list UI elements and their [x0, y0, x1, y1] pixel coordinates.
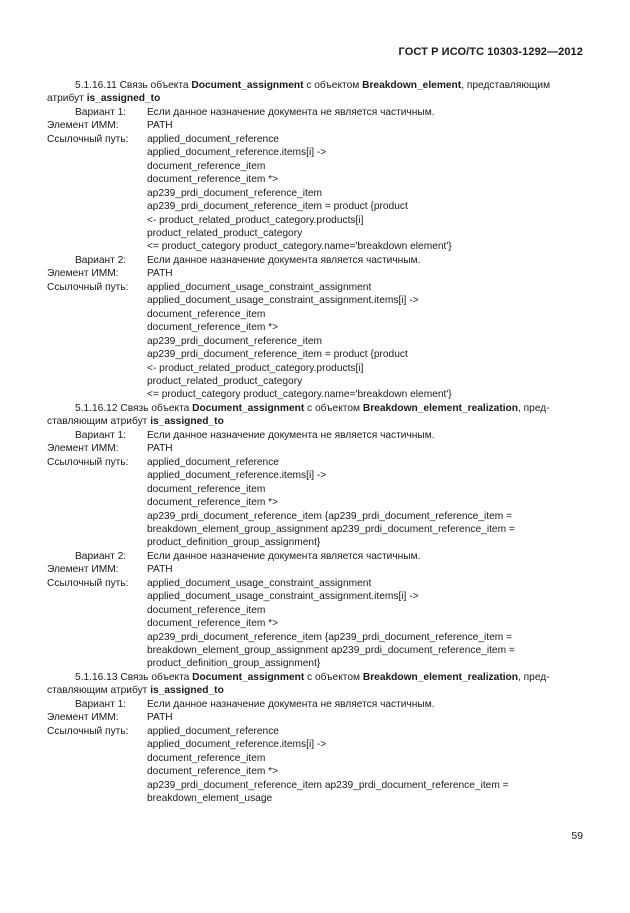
path-line: ap239_prdi_document_reference_item = product {product	[147, 201, 408, 213]
variant-row: Вариант 1: Если данное назначение документа не является частичным.	[75, 429, 435, 441]
path-line: document_reference_item *>	[147, 766, 279, 778]
variant-row: Вариант 2: Если данное назначение документа является частичным.	[75, 550, 421, 562]
path-line: breakdown_element_group_assignment ap239_prdi_document_reference_item =	[147, 645, 515, 657]
section-heading-12-cont: ставляющим атрибут is_assigned_to	[47, 416, 224, 428]
element-row: Элемент ИММ: PATH	[47, 712, 173, 724]
path-line: product_definition_group_assignment}	[147, 658, 321, 670]
variant-row: Вариант 2: Если данное назначение документа является частичным.	[75, 254, 421, 266]
page-number: 59	[571, 830, 583, 842]
path-line: document_reference_item *>	[147, 174, 279, 186]
element-row: Элемент ИММ: PATH	[47, 120, 173, 132]
path-line: ap239_prdi_document_reference_item {ap239_prdi_document_reference_item =	[147, 510, 513, 522]
path-line: applied_document_reference.items[i] ->	[147, 470, 327, 482]
section-heading-13: 5.1.16.13 Связь объекта Document_assignment с объектом Breakdown_element_realization, пред-	[75, 671, 550, 683]
ref-path-row: Ссылочный путь: applied_document_reference	[47, 725, 279, 737]
path-line: breakdown_element_usage	[147, 793, 273, 805]
section-heading-11: 5.1.16.11 Связь объекта Document_assignment с объектом Breakdown_element, представляющим	[75, 80, 551, 91]
path-line: product_related_product_category	[147, 227, 303, 239]
path-line: <= product_category product_category.name='breakdown element'}	[147, 389, 452, 401]
path-line: document_reference_item *>	[147, 497, 279, 509]
path-line: <= product_category product_category.name='breakdown element'}	[147, 241, 452, 253]
standard-header: ГОСТ Р ИСО/ТС 10303-1292—2012	[398, 46, 583, 58]
path-line: product_definition_group_assignment}	[147, 537, 321, 549]
path-line: ap239_prdi_document_reference_item = product {product	[147, 349, 408, 361]
variant-row: Вариант 1: Если данное назначение документа не является частичным.	[75, 698, 435, 710]
path-line: breakdown_element_group_assignment ap239_prdi_document_reference_item =	[147, 523, 515, 535]
path-line: document_reference_item	[147, 308, 266, 320]
path-line: applied_document_usage_constraint_assignment.items[i] ->	[147, 295, 419, 307]
path-line: applied_document_reference.items[i] ->	[147, 739, 327, 751]
section-heading-12: 5.1.16.12 Связь объекта Document_assignment с объектом Breakdown_element_realization, пред-	[75, 402, 550, 414]
element-row: Элемент ИММ: PATH	[47, 443, 173, 455]
section-heading-11-cont: атрибут is_assigned_to	[47, 93, 161, 105]
ref-path-row: Ссылочный путь: applied_document_reference	[47, 456, 279, 468]
ref-path-row: Ссылочный путь: applied_document_usage_constraint_assignment	[47, 281, 372, 293]
ref-path-row: Ссылочный путь: applied_document_usage_constraint_assignment	[47, 577, 372, 589]
path-line: document_reference_item *>	[147, 618, 279, 630]
element-row: Элемент ИММ: PATH	[47, 564, 173, 576]
path-line: ap239_prdi_document_reference_item	[147, 335, 323, 347]
path-line: product_related_product_category	[147, 375, 303, 387]
path-line: document_reference_item *>	[147, 322, 279, 334]
page-content	[47, 79, 583, 805]
path-line: ap239_prdi_document_reference_item ap239_prdi_document_reference_item =	[147, 779, 509, 791]
section-heading-13-cont: ставляющим атрибут is_assigned_to	[47, 685, 224, 697]
ref-path-row: Ссылочный путь: applied_document_reference	[47, 133, 279, 145]
path-line: ap239_prdi_document_reference_item	[147, 187, 323, 199]
path-line: document_reference_item	[147, 483, 266, 495]
variant-row: Вариант 1: Если данное назначение документа не является частичным.	[75, 106, 435, 118]
path-line: applied_document_reference.items[i] ->	[147, 147, 327, 159]
path-line: <- product_related_product_category.products[i]	[147, 362, 364, 374]
path-line: document_reference_item	[147, 752, 266, 764]
path-line: <- product_related_product_category.products[i]	[147, 214, 364, 226]
path-line: document_reference_item	[147, 604, 266, 616]
element-row: Элемент ИММ: PATH	[47, 268, 173, 280]
path-line: ap239_prdi_document_reference_item {ap239_prdi_document_reference_item =	[147, 631, 513, 643]
path-line: document_reference_item	[147, 160, 266, 172]
path-line: applied_document_usage_constraint_assignment.items[i] ->	[147, 591, 419, 603]
